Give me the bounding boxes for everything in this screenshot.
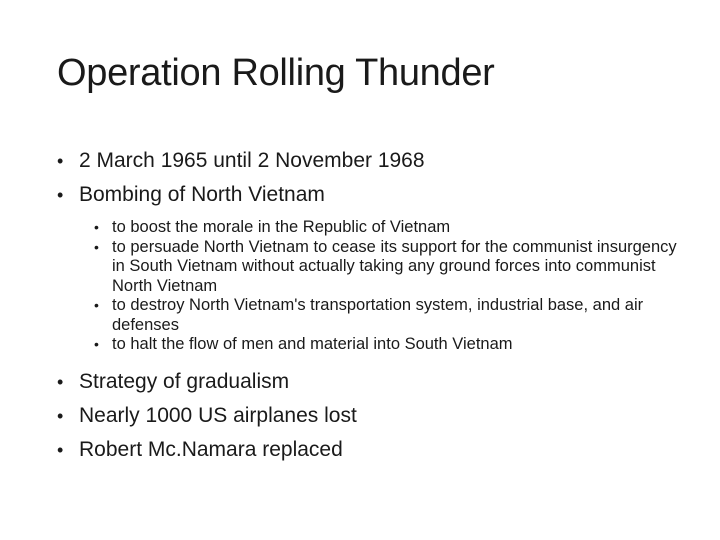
bullet-icon: • bbox=[57, 371, 64, 392]
sub-bullet-icon: • bbox=[94, 336, 99, 352]
sub-bullet-list bbox=[57, 218, 677, 355]
sub-bullet-item bbox=[90, 296, 687, 335]
bullet-text: Strategy of gradualism bbox=[79, 369, 290, 393]
bullet-item bbox=[57, 365, 677, 399]
sub-bullet-item bbox=[90, 218, 687, 238]
sub-bullet-text: to persuade North Vietnam to cease its support for the communist insurgency in South Vietnam without actually taking any ground forces into communist North Vietnam bbox=[112, 237, 677, 295]
bullet-item bbox=[57, 399, 677, 433]
bullet-icon: • bbox=[57, 151, 64, 171]
sub-bullet-text: to boost the morale in the Republic of Vietnam bbox=[112, 218, 451, 236]
bullet-icon: • bbox=[57, 185, 64, 205]
sub-bullet-icon: • bbox=[94, 297, 99, 313]
sub-bullet-text: to destroy North Vietnam's transportation system, industrial base, and air defenses bbox=[112, 296, 644, 334]
sub-bullet-item bbox=[90, 335, 687, 355]
bullet-item bbox=[57, 178, 677, 212]
sub-bullet-text: to halt the flow of men and material into South Vietnam bbox=[112, 335, 513, 353]
sub-bullet-icon: • bbox=[94, 238, 99, 255]
bullet-icon: • bbox=[57, 405, 64, 426]
slide-title: Operation Rolling Thunder bbox=[57, 52, 495, 94]
bullet-item bbox=[57, 433, 677, 467]
bullet-text: Robert Mc.Namara replaced bbox=[79, 437, 343, 461]
bullet-text: 2 March 1965 until 2 November 1968 bbox=[79, 149, 425, 172]
bullet-icon: • bbox=[57, 439, 64, 460]
slide-body bbox=[57, 144, 677, 467]
bullet-text: Bombing of North Vietnam bbox=[79, 183, 325, 206]
sub-bullet-item bbox=[90, 238, 687, 297]
sub-bullet-icon: • bbox=[94, 219, 99, 235]
bullet-item bbox=[57, 144, 677, 178]
bullet-text: Nearly 1000 US airplanes lost bbox=[79, 403, 357, 427]
